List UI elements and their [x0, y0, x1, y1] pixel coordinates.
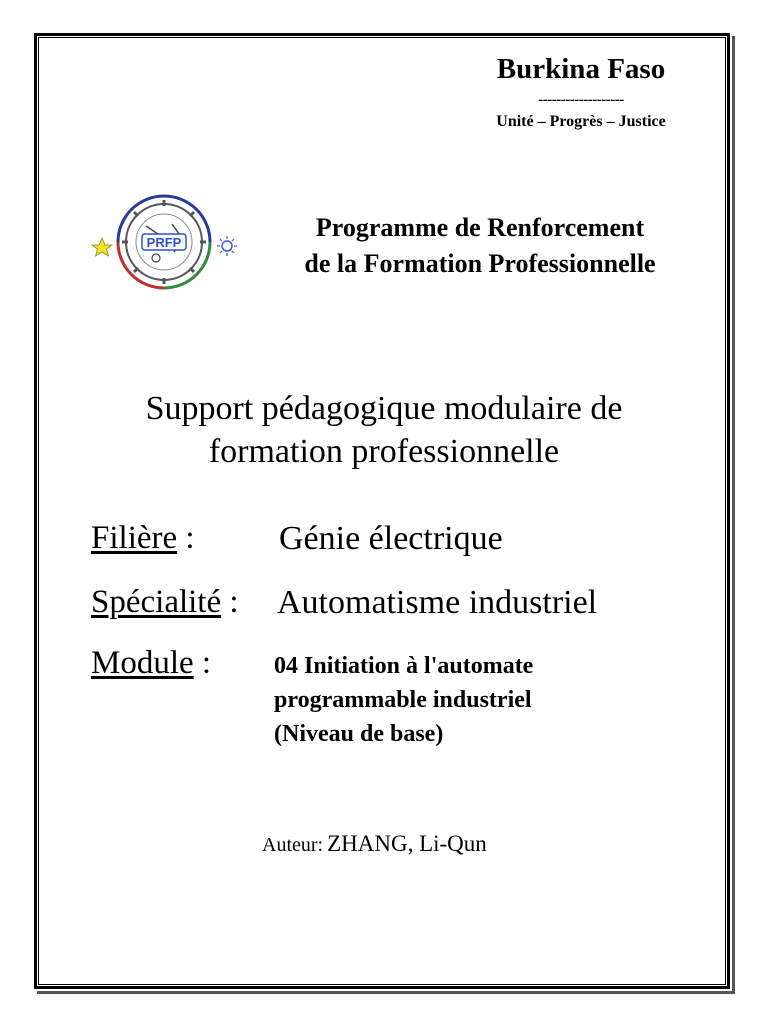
national-motto: Unité – Progrès – Justice [496, 113, 666, 130]
module-label-text: Module [91, 645, 194, 681]
prfp-logo [88, 178, 240, 306]
specialite-value: Automatisme industriel [277, 584, 598, 621]
module-title-line3: (Niveau de base) [274, 721, 444, 747]
logo-badge-text: PRFP [146, 235, 182, 250]
module-colon: : [193, 645, 212, 681]
author-name: ZHANG, Li-Qun [327, 831, 487, 856]
specialite-label-text: Spécialité [91, 584, 222, 620]
filiere-label [91, 520, 195, 557]
specialite-colon: : [221, 584, 239, 620]
module-title-line1: 04 Initiation à l'automate [274, 653, 534, 679]
filiere-value: Génie électrique [279, 520, 503, 557]
header-separator: ------------------- [538, 92, 624, 108]
document-title-line1: Support pédagogique modulaire de [145, 390, 623, 427]
programme-title-line2: de la Formation Professionnelle [304, 249, 656, 278]
specialite-label [91, 584, 239, 621]
author-line [262, 831, 487, 857]
filiere-colon: : [177, 520, 195, 556]
star-icon [92, 238, 112, 256]
country-name: Burkina Faso [496, 53, 666, 85]
author-label: Auteur: [262, 834, 324, 856]
filiere-label-text: Filière [91, 520, 178, 556]
sun-icon [217, 236, 237, 256]
module-title-line2: programmable industriel [274, 687, 532, 713]
module-label [91, 645, 211, 682]
programme-title-line1: Programme de Renforcement [315, 213, 645, 242]
prfp-logo-graphic [88, 178, 240, 306]
document-title-line2: formation professionnelle [208, 433, 560, 470]
